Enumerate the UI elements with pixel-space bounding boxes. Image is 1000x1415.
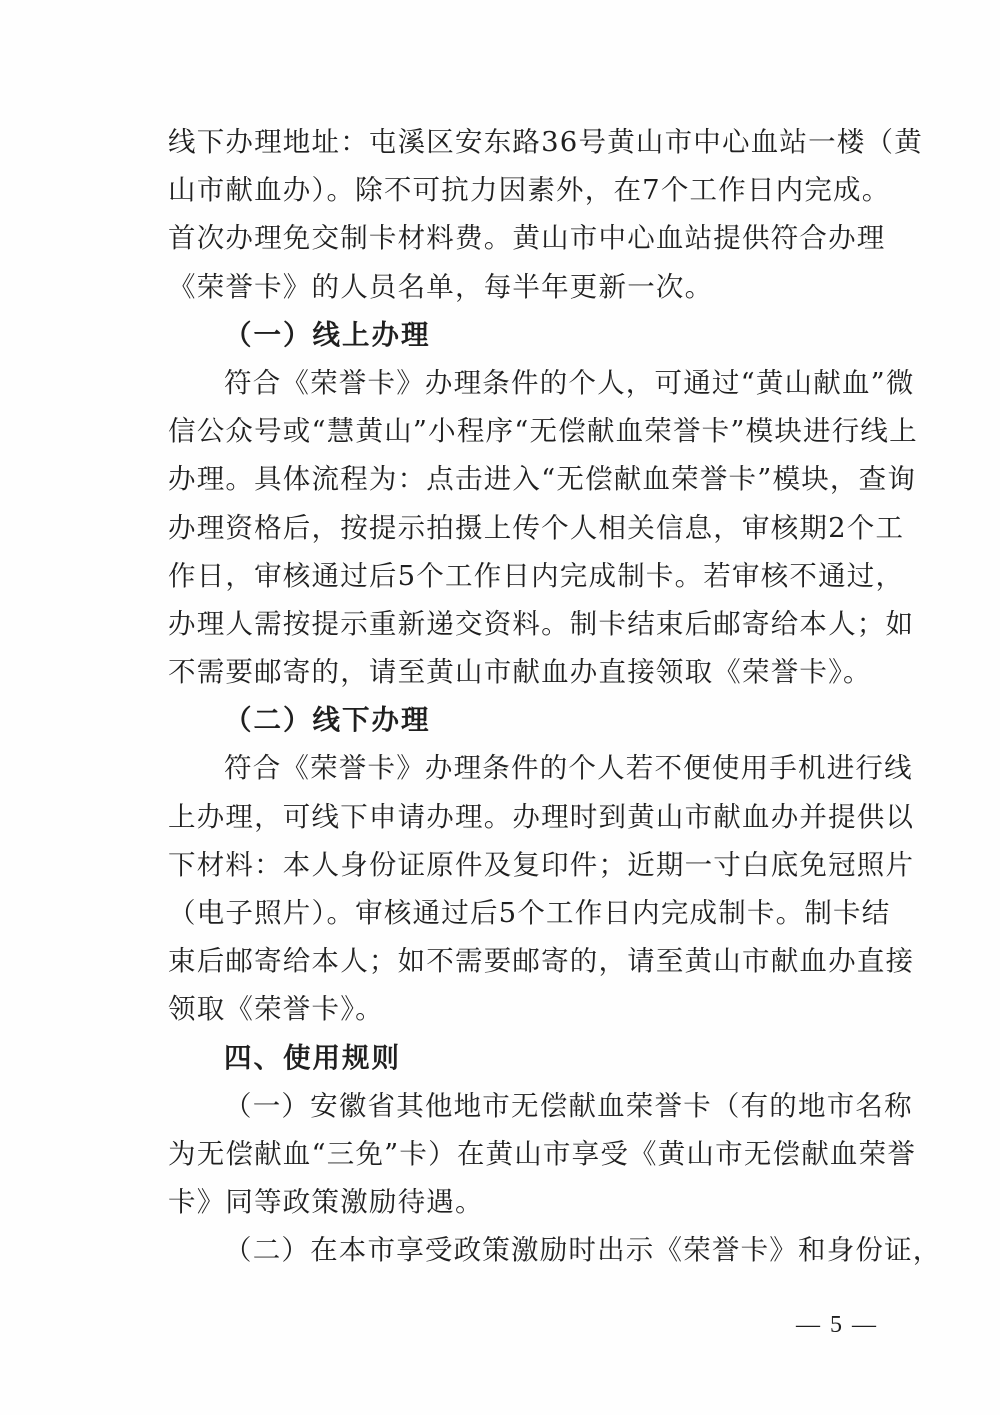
paragraph-line: 卡》同等政策激励待遇。 [168, 1186, 484, 1219]
paragraph-line: 办理。具体流程为：点击进入“无偿献血荣誉卡”模块，查询 [168, 463, 917, 496]
document-body [168, 118, 942, 1275]
paragraph-line: 束后邮寄给本人；如不需要邮寄的，请至黄山市献血办直接 [168, 945, 915, 978]
paragraph-line: （二）在本市享受政策激励时出示《荣誉卡》和身份证， [224, 1234, 942, 1267]
section-heading-online: （一）线上办理 [224, 318, 431, 351]
paragraph-line: 下材料：本人身份证原件及复印件；近期一寸白底免冠照片 [168, 848, 915, 881]
paragraph-line: 领取《荣誉卡》。 [168, 993, 384, 1026]
paragraph-line: 上办理，可线下申请办理。办理时到黄山市献血办并提供以 [168, 800, 915, 833]
paragraph-line: 为无偿献血“三免”卡）在黄山市享受《黄山市无偿献血荣誉 [168, 1137, 917, 1170]
paragraph-line: （电子照片）。审核通过后5个工作日内完成制卡。制卡结 [168, 897, 891, 929]
paragraph-line: 《荣誉卡》的人员名单，每半年更新一次。 [168, 270, 714, 303]
section-heading-rules: 四、使用规则 [224, 1041, 401, 1074]
page-number: — 5 — [796, 1312, 878, 1338]
paragraph-line: 办理人需按提示重新递交资料。制卡结束后邮寄给本人；如 [168, 607, 915, 640]
section-heading-offline: （二）线下办理 [224, 704, 431, 737]
paragraph-line: 作日，审核通过后5个工作日内完成制卡。若审核不通过， [168, 559, 905, 592]
paragraph-line: 符合《荣誉卡》办理条件的个人，可通过“黄山献血”微 [224, 366, 915, 399]
paragraph-line: 办理资格后，按提示拍摄上传个人相关信息，审核期2个工 [168, 511, 905, 544]
paragraph-line: 符合《荣誉卡》办理条件的个人若不便使用手机进行线 [224, 752, 913, 785]
paragraph-line: （一）安徽省其他地市无偿献血荣誉卡（有的地市名称 [224, 1089, 913, 1122]
paragraph-line: 首次办理免交制卡材料费。黄山市中心血站提供符合办理 [168, 222, 886, 255]
paragraph-line: 线下办理地址：屯溪区安东路36号黄山市中心血站一楼（黄 [168, 126, 923, 158]
paragraph-line: 山市献血办）。除不可抗力因素外，在7个工作日内完成。 [168, 174, 891, 207]
paragraph-line: 不需要邮寄的，请至黄山市献血办直接领取《荣誉卡》。 [168, 656, 872, 689]
paragraph-line: 信公众号或“慧黄山”小程序“无偿献血荣誉卡”模块进行线上 [168, 415, 918, 448]
